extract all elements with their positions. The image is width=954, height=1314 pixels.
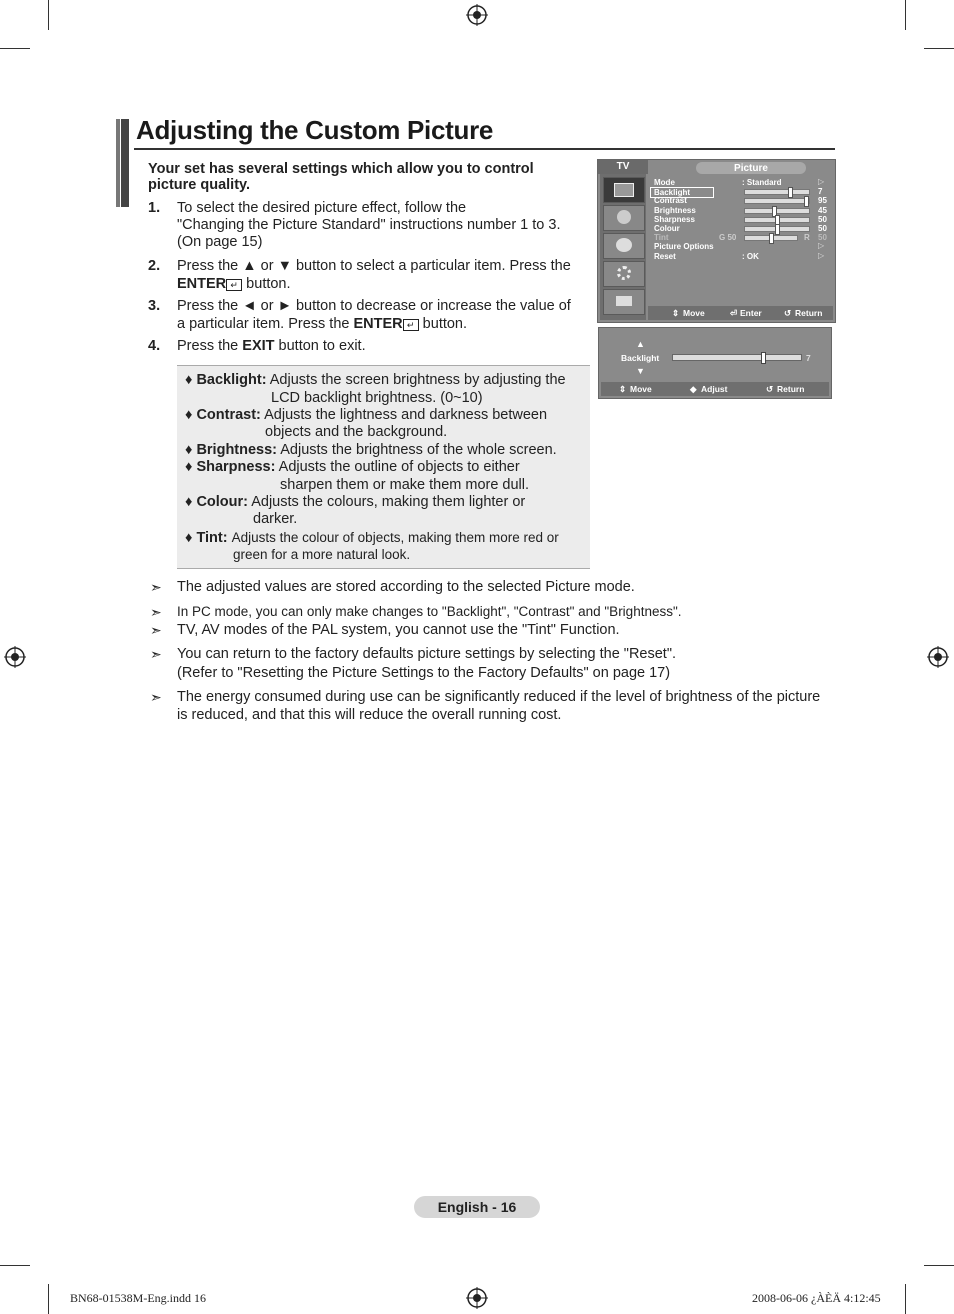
menu-slider[interactable] [744, 198, 810, 204]
note-arrow-icon: ➣ [150, 646, 162, 662]
menu-value: 45 [818, 205, 827, 215]
menu-value: : OK [742, 251, 759, 261]
sound-icon [603, 205, 645, 231]
title-decoration [116, 119, 132, 207]
page-number-badge: English - 16 [414, 1196, 540, 1218]
step-2: 2. Press the ▲ or ▼ button to select a particular item. Press the ENTER ↵ button. [148, 257, 588, 293]
slug-left: BN68-01538M-Eng.indd 16 [70, 1291, 206, 1305]
definition-tint: ♦ Tint: Adjusts the colour of objects, making them more red or [185, 530, 559, 546]
definition-colour: ♦ Colour: Adjusts the colours, making them lighter or [185, 494, 526, 510]
move-icon: ⇕ [619, 384, 627, 394]
menu-slider-knob[interactable] [775, 224, 780, 235]
tv-picture-menu [597, 159, 836, 323]
submenu-arrow-icon: ▷ [818, 241, 825, 251]
step-text: (On page 15) [177, 234, 263, 250]
menu-sidebar [600, 174, 646, 320]
menu-bottom-bar: ⇕ Move ⏎ Enter ↺ Return [648, 306, 833, 320]
adjust-slider[interactable] [672, 354, 802, 361]
crop-mark [48, 1284, 49, 1314]
enter-icon: ↵ [226, 279, 242, 291]
step-4: 4. Press the EXIT button to exit. [148, 338, 366, 354]
definition-sharpness: ♦ Sharpness: Adjusts the outline of objects to either [185, 459, 520, 475]
slug-right: 2008-06-06 ¿ÀÈÄ 4:12:45 [752, 1291, 881, 1305]
return-icon: ↺ [766, 384, 774, 394]
enter-icon: ↵ [403, 319, 419, 331]
menu-slider[interactable] [744, 226, 810, 232]
note-arrow-icon: ➣ [150, 579, 162, 595]
menu-item-sharpness[interactable]: Sharpness [654, 214, 695, 224]
menu-item-brightness[interactable]: Brightness [654, 205, 696, 215]
registration-mark-icon [466, 4, 488, 26]
adjust-bottom-bar: ⇕ Move ◆ Adjust ↺ Return [601, 382, 829, 396]
tint-g-label: G 50 [719, 233, 737, 243]
menu-item-tint[interactable]: Tint [654, 233, 669, 243]
intro-text: Your set has several settings which allow you to control picture quality. [148, 161, 534, 193]
step-number: 2. [148, 258, 161, 274]
setup-icon [603, 261, 645, 287]
step-text: Press the ▲ or ▼ button to select a particular item. Press the [177, 258, 571, 274]
submenu-arrow-icon: ▷ [818, 250, 825, 260]
tv-backlight-adjust [598, 327, 832, 399]
note: ➣ TV, AV modes of the PAL system, you cannot use the "Tint" Function. [150, 622, 620, 638]
picture-icon [603, 177, 645, 203]
step-text: "Changing the Picture Standard" instructions number 1 to 3. [177, 217, 561, 233]
registration-mark-icon [466, 1287, 488, 1309]
adjust-slider-knob[interactable] [761, 352, 766, 364]
menu-value: : Standard [742, 178, 782, 187]
adjust-value: 7 [806, 353, 811, 363]
menu-slider[interactable] [744, 217, 810, 223]
definitions-box: ♦ Backlight: Adjusts the screen brightness by adjusting the LCD backlight brightness. (0~10) ♦ Contrast: Adjusts the lightness and darkness between objects and the background. ♦ Brightness: Adjusts the brightness of the whole screen. ♦ Sharpness: Adjusts the outline of objects to either sharpen them or make them more dull. ♦ Colour: Adjusts the colours, making them lighter or darker. ♦ Tint: Adjusts the colour of objects, making them more red or green for a more natural look. [177, 365, 590, 569]
menu-item-colour[interactable]: Colour [654, 224, 680, 233]
definition-backlight: ♦ Backlight: Adjusts the screen brightness by adjusting the [185, 372, 566, 388]
down-arrow-icon: ▼ [636, 366, 645, 376]
menu-value: 95 [818, 196, 827, 206]
registration-mark-icon [927, 646, 949, 668]
crop-mark [924, 1265, 954, 1266]
title-rule [134, 148, 835, 150]
menu-item-backlight[interactable]: Backlight [650, 187, 714, 198]
note: ➣ You can return to the factory defaults picture settings by selecting the "Reset". (Refer to "Resetting the Picture Settings to the Factory Defaults" on page 17) [150, 646, 677, 681]
registration-mark-icon [4, 646, 26, 668]
note-arrow-icon: ➣ [150, 622, 162, 638]
definition-contrast: ♦ Contrast: Adjusts the lightness and darkness between [185, 407, 548, 423]
note-arrow-icon: ➣ [150, 689, 162, 705]
menu-slider-knob[interactable] [804, 196, 809, 207]
tv-label: TV [598, 160, 648, 174]
crop-mark [0, 1265, 30, 1266]
menu-slider[interactable] [744, 189, 810, 195]
menu-value: 50 [818, 224, 827, 233]
crop-mark [905, 1284, 906, 1314]
note: ➣ The energy consumed during use can be significantly reduced if the level of brightness of the picture is reduced, and that this will reduce the overall running cost. [150, 689, 821, 723]
step-number: 3. [148, 298, 161, 314]
menu-value: 50 [818, 214, 827, 224]
step-3: 3. Press the ◄ or ► button to decrease or increase the value of a particular item. Press the ENTER ↵ button. [148, 297, 588, 333]
crop-mark [0, 48, 30, 49]
menu-slider-knob[interactable] [769, 233, 774, 244]
note-arrow-icon: ➣ [150, 604, 162, 620]
return-icon: ↺ [784, 308, 792, 318]
menu-item-picture-options[interactable]: Picture Options [654, 242, 714, 252]
menu-slider[interactable] [744, 208, 810, 214]
menu-slider-knob[interactable] [788, 187, 793, 198]
adjust-label: Backlight [621, 353, 660, 363]
step-1 [148, 200, 588, 252]
crop-mark [48, 0, 49, 30]
move-icon: ⇕ [672, 308, 680, 318]
enter-icon: ⏎ [730, 308, 738, 318]
note: ➣ The adjusted values are stored according to the selected Picture mode. [150, 579, 635, 595]
note: ➣ In PC mode, you can only make changes to "Backlight", "Contrast" and "Brightness". [150, 604, 682, 620]
submenu-arrow-icon: ▷ [818, 177, 825, 186]
menu-item-contrast[interactable]: Contrast [654, 196, 687, 206]
menu-slider[interactable] [744, 235, 798, 241]
crop-mark [905, 0, 906, 30]
enter-label: ENTER [353, 316, 403, 332]
step-number: 4. [148, 338, 161, 354]
definition-brightness: ♦ Brightness: Adjusts the brightness of the whole screen. [185, 442, 557, 458]
tint-r-label: R [804, 233, 810, 243]
enter-label: ENTER [177, 276, 227, 292]
menu-value: 50 [818, 233, 827, 243]
up-arrow-icon: ▲ [636, 339, 645, 349]
step-text: To select the desired picture effect, follow the [177, 200, 467, 216]
menu-item-reset[interactable]: Reset [654, 251, 676, 261]
step-text: Press the ◄ or ► button to decrease or increase the value of [177, 298, 571, 314]
page-title: Adjusting the Custom Picture [136, 115, 494, 145]
input-icon [603, 289, 645, 315]
step-number: 1. [148, 200, 161, 216]
menu-value: 7 [818, 187, 823, 197]
left-right-icon: ◆ [690, 384, 697, 394]
crop-mark [924, 48, 954, 49]
menu-title: Picture [696, 162, 806, 174]
channel-icon [603, 233, 645, 259]
menu-item-mode[interactable]: Mode [654, 178, 675, 187]
